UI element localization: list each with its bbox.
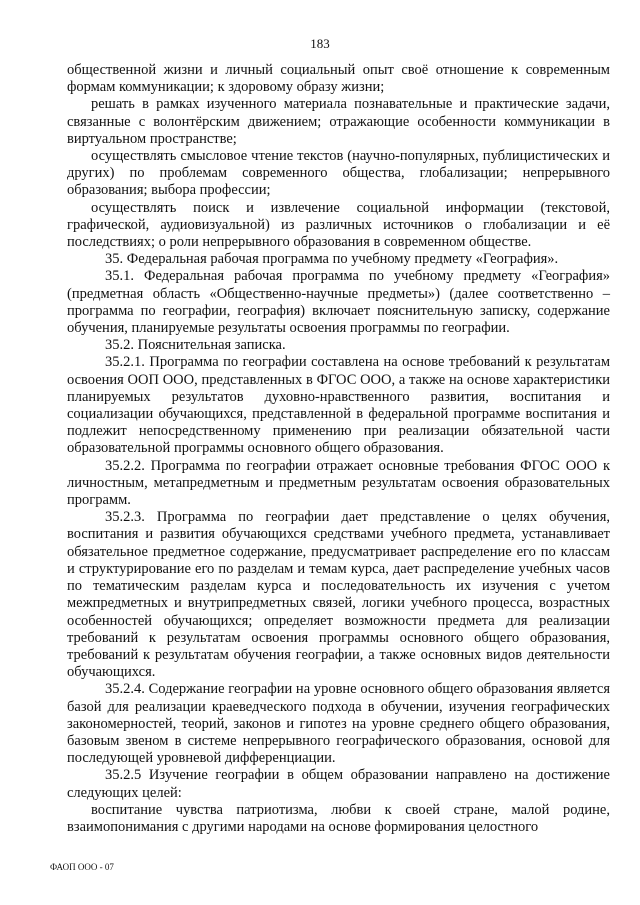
paragraph: 35.2.1. Программа по географии составлена на основе требований к результатам освоения ООП ООО, представленных в ФГОС ООО, а также на основе характеристики планируемых результатов духовно-нравственного развития, воспитания и социализации обучающихся, представленной в федеральной программе воспитания и подлежит непосредственному применению при реализации обязательной части образовательной программы основного общего образования. [67, 354, 610, 457]
section-heading: 35.2. Пояснительная записка. [105, 337, 286, 354]
paragraph: воспитание чувства патриотизма, любви к своей стране, малой родине, взаимопонимания с другими народами на основе формирования целостного [67, 801, 610, 835]
paragraph: 35.1. Федеральная рабочая программа по учебному предмету «География» (предметная область «Общественно-научные предметы») (далее соответственно – программа по географии, география) включает пояснительную записку, содержание обучения, планируемые результаты освоения программы по географии. [67, 268, 610, 337]
paragraph: 35.2.3. Программа по географии дает представление о целях обучения, воспитания и развития обучающихся средствами учебного предмета, устанавливает обязательное предметное содержание, предусматривает распределение его по классам и структурирование его по разделам и темам курса, дает распределение учебных часов по тематическим разделам курса и последовательность их изучения с учетом межпредметных и внутрипредметных связей, логики учебного процесса, возрастных особенностей обучающихся; определяет возможности предмета для реализации требований к результатам освоения программы основного общего образования, требований к результатам обучения географии, а также основных видов деятельности обучающихся. [67, 509, 610, 681]
paragraph: осуществлять смысловое чтение текстов (научно-популярных, публицистических и других) по проблемам современного общества, глобализации; непрерывного образования; выбора профессии; [67, 148, 610, 199]
document-body [67, 62, 610, 836]
paragraph: общественной жизни и личный социальный опыт своё отношение к современным формам коммуникации; к здоровому образу жизни; [67, 62, 610, 96]
section-heading: 35. Федеральная рабочая программа по учебному предмету «География». [105, 251, 559, 268]
footer-label: ФАОП ООО - 07 [50, 862, 114, 872]
paragraph: решать в рамках изученного материала познавательные и практические задачи, связанные с волонтёрским движением; отражающие особенности коммуникации в виртуальном пространстве; [67, 96, 610, 147]
paragraph: осуществлять поиск и извлечение социальной информации (текстовой, графической, аудиовизуальной) из различных источников о глобализации и её последствиях; о роли непрерывного образования в современном обществе. [67, 199, 610, 251]
paragraph: 35.2.4. Содержание географии на уровне основного общего образования является базой для реализации краеведческого подхода в обучении, изучения географических закономерностей, теорий, законов и гипотез на уровне среднего общего образования, базовым звеном в системе непрерывного географического образования, основой для последующей уровневой дифференциации. [67, 681, 610, 767]
page-number: 183 [310, 36, 330, 51]
paragraph: 35.2.2. Программа по географии отражает основные требования ФГОС ООО к личностным, метапредметным и предметным результатам освоения образовательных программ. [67, 457, 610, 509]
paragraph: 35.2.5 Изучение географии в общем образовании направлено на достижение следующих целей: [67, 767, 610, 801]
